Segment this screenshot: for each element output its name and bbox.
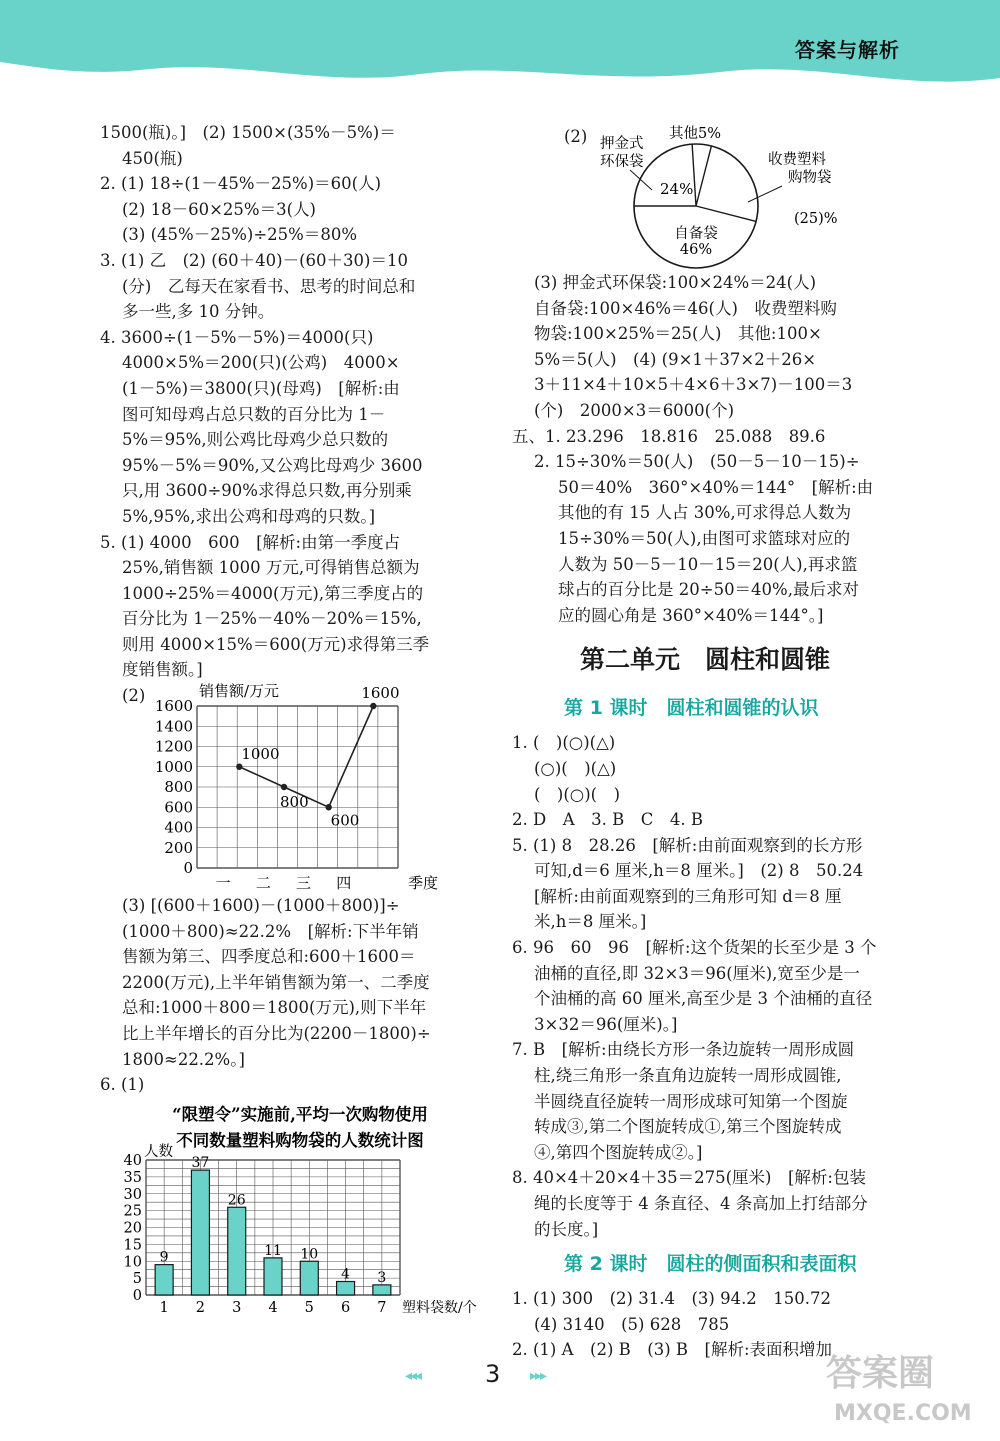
left-column	[100, 120, 475, 1328]
text-line: 应的圆心角是 360°×40%＝144°。]	[558, 605, 824, 625]
watermark-url: MXQE.COM	[834, 1401, 972, 1426]
text-line: 1000÷25%＝4000(万元),第三季度占的	[122, 583, 424, 603]
bar	[155, 1264, 173, 1294]
y-tick-label: 1000	[154, 757, 193, 776]
y-tick-label: 800	[164, 778, 193, 797]
text-line: 2200(万元),上半年销售额为第一、二季度	[122, 972, 430, 992]
y-tick-label: 15	[123, 1237, 142, 1254]
data-point	[370, 703, 376, 709]
text-line: 450(瓶)	[122, 148, 183, 168]
x-axis-label: 塑料袋数/个	[402, 1299, 477, 1316]
y-tick-label: 1400	[154, 717, 193, 736]
text-line: (1000＋800)≈22.2% [解析:下半年销	[122, 921, 419, 941]
text-line: 油桶的直径,即 32×3＝96(厘米),宽至少是一	[534, 963, 860, 983]
text-line: 2. (1) 18÷(1－45%－25%)＝60(人)	[100, 174, 382, 194]
text-line: 6. 96 60 96 [解析:这个货架的长至少是 3 个	[512, 938, 877, 958]
x-tick-label: 2	[195, 1299, 206, 1316]
text-line: 多一些,多 10 分钟。	[122, 302, 275, 322]
text-line: (3) (45%－25%)÷25%＝80%	[122, 225, 358, 245]
pie-outer-label: 购物袋	[788, 170, 832, 186]
text-line: 95%－5%＝90%,又公鸡比母鸡少 3600	[122, 455, 423, 475]
text-line: 2. 15÷30%＝50(人) (50－5－10－15)÷	[534, 452, 860, 472]
y-tick-label: 35	[123, 1169, 142, 1186]
data-point	[281, 784, 287, 790]
prev-arrows-icon: ◂◂◂	[405, 1368, 421, 1384]
text-line: 5%＝5(人) (4) (9×1＋37×2＋26×	[534, 349, 817, 369]
text-line: 1. ( )(○)(△)	[512, 733, 616, 753]
text-line: 可知,d＝6 厘米,h＝8 厘米。] (2) 8 50.24	[534, 861, 864, 881]
text-line: 其他的有 15 人占 30%,可求得总人数为	[558, 503, 852, 523]
y-axis-label: 销售额/万元	[199, 683, 280, 701]
pie-slice-label: 46%	[679, 242, 713, 258]
y-tick-label: 1600	[154, 697, 193, 716]
text-line: 5%,95%,求出公鸡和母鸡的只数。]	[122, 506, 376, 526]
bar	[191, 1170, 209, 1295]
x-tick-label: 3	[232, 1299, 242, 1316]
bar-value-label: 3	[377, 1269, 387, 1286]
text-line: 个油桶的高 60 厘米,高至少是 3 个油桶的直径	[534, 989, 873, 1009]
bar-chart	[100, 1098, 500, 1328]
bar	[373, 1285, 391, 1295]
text-line: 物袋:100×25%＝25(人) 其他:100×	[534, 324, 822, 344]
y-axis-label: 人数	[144, 1143, 173, 1160]
y-tick-label: 5	[132, 1270, 142, 1287]
watermark	[806, 1345, 996, 1435]
line-chart	[100, 683, 475, 893]
text-line: 5. (1) 4000 600 [解析:由第一季度占	[100, 532, 401, 552]
y-tick-label: 0	[183, 859, 193, 878]
bar	[264, 1258, 282, 1295]
bar	[300, 1261, 318, 1295]
text-line: 4000×5%＝200(只)(公鸡) 4000×	[122, 353, 400, 373]
chart-title: “限塑令”实施前,平均一次购物使用	[172, 1104, 428, 1124]
y-tick-label: 10	[123, 1254, 142, 1271]
line-chart-block	[100, 683, 475, 893]
next-arrows-icon: ▸▸▸	[530, 1368, 546, 1384]
right-column	[512, 120, 922, 1363]
text-line: 25%,销售额 1000 万元,可得销售总额为	[122, 558, 420, 578]
data-label: 800	[280, 793, 309, 812]
text-line: 5%＝95%,则公鸡比母鸡少总只数的	[122, 430, 389, 450]
lesson-title: 第 2 课时 圆柱的侧面积和表面积	[564, 1253, 857, 1276]
bar-value-label: 37	[191, 1154, 210, 1171]
data-label: 1000	[241, 744, 280, 763]
x-tick-label: 一	[215, 874, 231, 893]
text-line: 人数为 50－5－10－15＝20(人),再求篮	[558, 554, 858, 574]
text-line: 的长度。]	[534, 1219, 599, 1239]
y-tick-label: 1200	[154, 737, 193, 756]
text-line: 7. B [解析:由绕长方形一条边旋转一周形成圆	[512, 1040, 855, 1060]
bar-value-label: 9	[159, 1249, 169, 1266]
text-line: [解析:由前面观察到的三角形可知 d＝8 厘	[534, 886, 842, 906]
y-tick-label: 25	[123, 1203, 142, 1220]
text-line: (3) [(600＋1600)－(1000＋800)]÷	[122, 896, 400, 916]
data-point	[325, 804, 331, 810]
text-line: 总和:1000＋800＝1800(万元),则下半年	[122, 998, 427, 1018]
x-tick-label: 5	[304, 1299, 314, 1316]
pie-outer-label: 押金式	[600, 136, 644, 152]
lesson-title: 第 1 课时 圆柱和圆锥的认识	[564, 697, 819, 720]
text-line: 1. (1) 300 (2) 31.4 (3) 94.2 150.72	[512, 1289, 832, 1309]
text-line: 则用 4000×15%＝600(万元)求得第三季	[122, 634, 430, 654]
text-line: ( )(○)( )	[534, 784, 621, 804]
x-tick-label: 四	[336, 874, 352, 893]
x-tick-label: 7	[377, 1299, 387, 1316]
y-tick-label: 200	[164, 838, 193, 857]
y-tick-label: 30	[123, 1186, 142, 1203]
bar-value-label: 10	[300, 1246, 319, 1263]
text-line: (分) 乙每天在家看书、思考的时间总和	[122, 276, 416, 296]
pie-outer-label: 环保袋	[600, 154, 644, 170]
text-line: ④,第四个图旋转成②。]	[534, 1142, 703, 1162]
text-line: 米,h＝8 厘米。]	[534, 912, 647, 932]
text-line: 半圆绕直径旋转一周形成球可知第一个图旋	[534, 1091, 848, 1111]
text-line: 1500(瓶)。] (2) 1500×(35%－5%)＝	[100, 123, 396, 142]
bar	[337, 1281, 355, 1295]
text-line: 2. (1) A (2) B (3) B [解析:表面积增加	[512, 1340, 833, 1360]
text-line: 3×32＝96(厘米)。]	[534, 1014, 678, 1034]
text-line: 50＝40% 360°×40%＝144° [解析:由	[558, 477, 874, 497]
y-tick-label: 20	[123, 1220, 142, 1237]
pie-slice-label: (25)%	[794, 211, 838, 227]
pie-slice-label: 24%	[660, 180, 694, 198]
text-line: 2. D A 3. B C 4. B	[512, 810, 703, 830]
text-line: 球占的百分比是 20÷50＝40%,最后求对	[558, 580, 859, 600]
x-tick-label: 二	[255, 874, 271, 893]
text-line: (3) 押金式环保袋:100×24%＝24(人)	[534, 273, 817, 292]
bar-value-label: 11	[264, 1242, 282, 1259]
text-line: 自备袋:100×46%＝46(人) 收费塑料购	[534, 298, 837, 318]
text-line: (2) 18－60×25%＝3(人)	[122, 199, 316, 219]
x-axis-label: 季度	[408, 874, 439, 893]
text-line: 绳的长度等于 4 条直径、4 条高加上打结部分	[534, 1194, 868, 1213]
text-line: 4. 3600÷(1－5%－5%)＝4000(只)	[100, 327, 374, 347]
text-line: 6. (1)	[100, 1075, 145, 1095]
chart-subtitle: 不同数量塑料购物袋的人数统计图	[176, 1130, 424, 1150]
text-line: 转成③,第二个图旋转成①,第三个图旋转成	[534, 1117, 842, 1137]
pie-chart-block	[512, 120, 922, 270]
unit-title: 第二单元 圆柱和圆锥	[580, 645, 831, 675]
text-line: (4) 3140 (5) 628 785	[534, 1314, 730, 1334]
text-line: 百分比为 1－25%－40%－20%＝15%,	[122, 609, 422, 629]
y-tick-label: 400	[164, 818, 193, 837]
y-tick-label: 600	[164, 798, 193, 817]
data-label: 1600	[361, 684, 400, 703]
text-line: 图可知母鸡占总只数的百分比为 1－	[122, 404, 386, 424]
text-line: 柱,绕三角形一条直角边旋转一周形成圆锥,	[534, 1066, 842, 1086]
text-line: 8. 40×4＋20×4＋35＝275(厘米) [解析:包装	[512, 1168, 866, 1188]
text-line: (1－5%)＝3800(只)(母鸡) [解析:由	[122, 378, 400, 398]
line-chart-label: (2)	[122, 686, 146, 706]
text-line: 比上半年增长的百分比为(2200－1800)÷	[122, 1024, 431, 1044]
x-tick-label: 6	[340, 1299, 351, 1316]
bar-value-label: 26	[227, 1192, 246, 1209]
pie-chart	[512, 120, 922, 270]
x-tick-label: 1	[159, 1299, 169, 1316]
header-title: 答案与解析	[795, 38, 900, 62]
text-line: 3. (1) 乙 (2) (60＋40)－(60＋30)＝10	[100, 250, 408, 270]
text-line: 售额为第三、四季度总和:600＋1600＝	[122, 947, 416, 967]
pie-chart-label: (2)	[564, 127, 588, 146]
pie-slice-label: 其他5%	[669, 126, 722, 142]
pie-slice-name: 自备袋	[674, 226, 718, 242]
text-line: (○)( )(△)	[534, 758, 617, 778]
x-tick-label: 4	[268, 1299, 278, 1316]
bar	[228, 1207, 246, 1295]
text-line: 只,用 3600÷90%求得总只数,再分别乘	[122, 481, 412, 501]
text-line: 度销售额。]	[122, 660, 203, 680]
text-line: (个) 2000×3＝6000(个)	[534, 400, 735, 420]
x-tick-label: 三	[296, 874, 312, 893]
text-line: 1800≈22.2%。]	[122, 1049, 245, 1069]
text-line: 3＋11×4＋10×5＋4×6＋3×7)－100＝3	[534, 375, 853, 395]
data-label: 600	[330, 811, 360, 830]
data-point	[236, 764, 242, 770]
y-tick-label: 0	[132, 1287, 142, 1304]
text-line: 五、1. 23.296 18.816 25.088 89.6	[512, 426, 826, 446]
watermark-logo: 答案圈	[826, 1353, 935, 1394]
text-line: 15÷30%＝50(人),由图可求篮球对应的	[558, 528, 851, 548]
y-tick-label: 40	[123, 1152, 142, 1169]
page-number: 3	[485, 1360, 501, 1388]
bar-value-label: 4	[341, 1266, 351, 1283]
pie-outer-label: 收费塑料	[768, 152, 826, 168]
text-line: 5. (1) 8 28.26 [解析:由前面观察到的长方形	[512, 835, 863, 855]
